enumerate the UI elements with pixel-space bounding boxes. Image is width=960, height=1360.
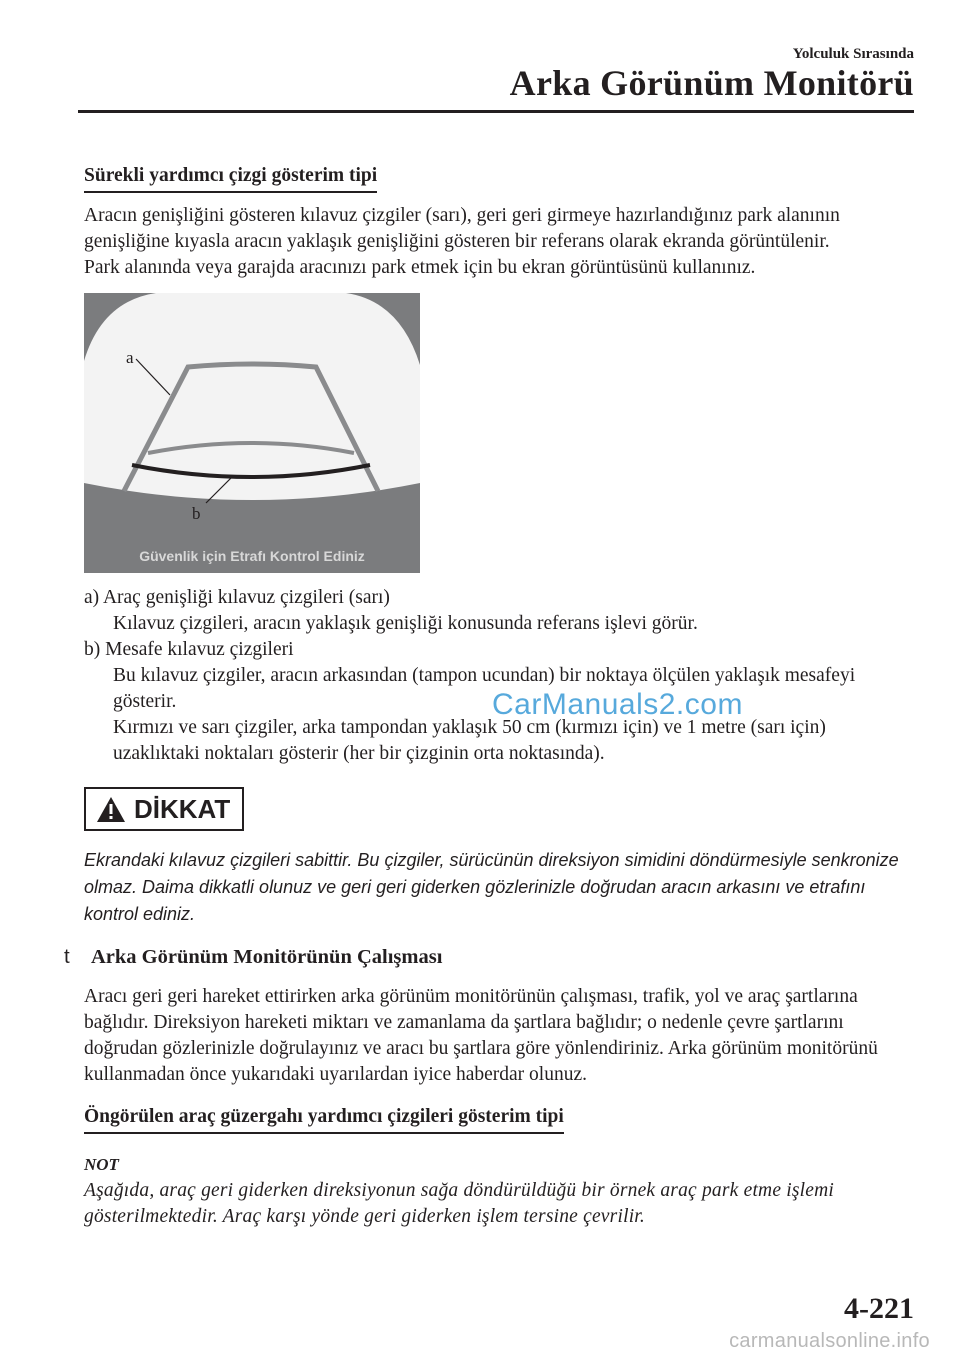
note-text: Aşağıda, araç geri giderken direksiyonun sağa döndürüldüğü bir örnek araç park etme işlemi gösterilmektedir. Araç karşı yönde geri giderken işlem tersine çevrilir. [84, 1180, 835, 1227]
section-paragraph: Aracın genişliğini gösteren kılavuz çizgiler (sarı), geri geri girmeye hazırlandığınız park alanının genişliğine kıyasla aracın yaklaşık genişliğini gösteren bir referans olarak ekranda görüntülenir. [84, 205, 840, 252]
list-item-body: Kırmızı ve sarı çizgiler, arka tampondan yaklaşık 50 cm (kırmızı için) ve 1 metre (sarı için) uzaklıktaki noktaları gösterir (her bir çizginin orta noktasında). [113, 717, 826, 764]
page-title: Arka Görünüm Monitörü [509, 63, 914, 103]
list-item-body: Bu kılavuz çizgiler, aracın arkasından (tampon ucundan) bir noktaya ölçülen yaklaşık mesafeyi gösterir. [113, 665, 856, 712]
warning-triangle-icon [96, 796, 126, 823]
caution-badge [84, 787, 244, 831]
bullet-icon: t [64, 945, 70, 968]
subsection-title: Arka Görünüm Monitörünün Çalışması [91, 946, 443, 968]
screen-caption: Güvenlik için Etrafı Kontrol Ediniz [139, 548, 365, 564]
note-label: NOT [84, 1155, 119, 1174]
callout-label-a: a [126, 348, 134, 367]
header-rule [78, 110, 914, 113]
caution-text: Ekrandaki kılavuz çizgileri sabittir. Bu çizgiler, sürücünün direksiyon simidini döndürmesiyle senkronize olmaz. Daima dikkatli olunuz ve geri geri giderken gözlerinizle doğrudan aracın arkasını ve etrafını kontrol ediniz. [84, 850, 899, 924]
section-paragraph: Aracı geri geri hareket ettirirken arka görünüm monitörünün çalışması, trafik, yol ve araç şartlarına bağlıdır. Direksiyon hareketi miktarı ve zamanlama da şartlara bağlıdır; o nedenle çevre şartlarını doğrudan gözlerinizle doğrulayınız ve aracı bu şartlara göre yönlendiriniz. Arka görünüm monitörünü kullanmadan önce yukarıdaki uyarılardan iyice haberdar olunuz. [84, 986, 878, 1085]
footer-watermark: carmanualsonline.info [729, 1330, 930, 1352]
callout-label-b: b [192, 504, 201, 523]
caution-label: DİKKAT [134, 794, 231, 824]
section-title-continuous-guide: Sürekli yardımcı çizgi gösterim tipi [84, 163, 377, 193]
list-item-label: b) Mesafe kılavuz çizgileri [84, 639, 294, 660]
monitor-illustration [84, 293, 420, 573]
watermark-text: CarManuals2.com [492, 688, 743, 721]
page-number: 4-221 [844, 1292, 914, 1325]
rear-view-monitor-figure [84, 293, 420, 573]
figure-legend-list [84, 585, 916, 767]
section-title-predicted-path: Öngörülen araç güzergahı yardımcı çizgileri gösterim tipi [84, 1104, 564, 1134]
chapter-label: Yolculuk Sırasında [792, 46, 914, 62]
section-paragraph: Park alanında veya garajda aracınızı park etmek için bu ekran görüntüsünü kullanınız. [84, 257, 756, 278]
list-item-label: a) Araç genişliği kılavuz çizgileri (sarı) [84, 587, 390, 608]
list-item-body: Kılavuz çizgileri, aracın yaklaşık genişliği konusunda referans işlevi görür. [113, 613, 698, 634]
subsection-heading [64, 944, 916, 970]
